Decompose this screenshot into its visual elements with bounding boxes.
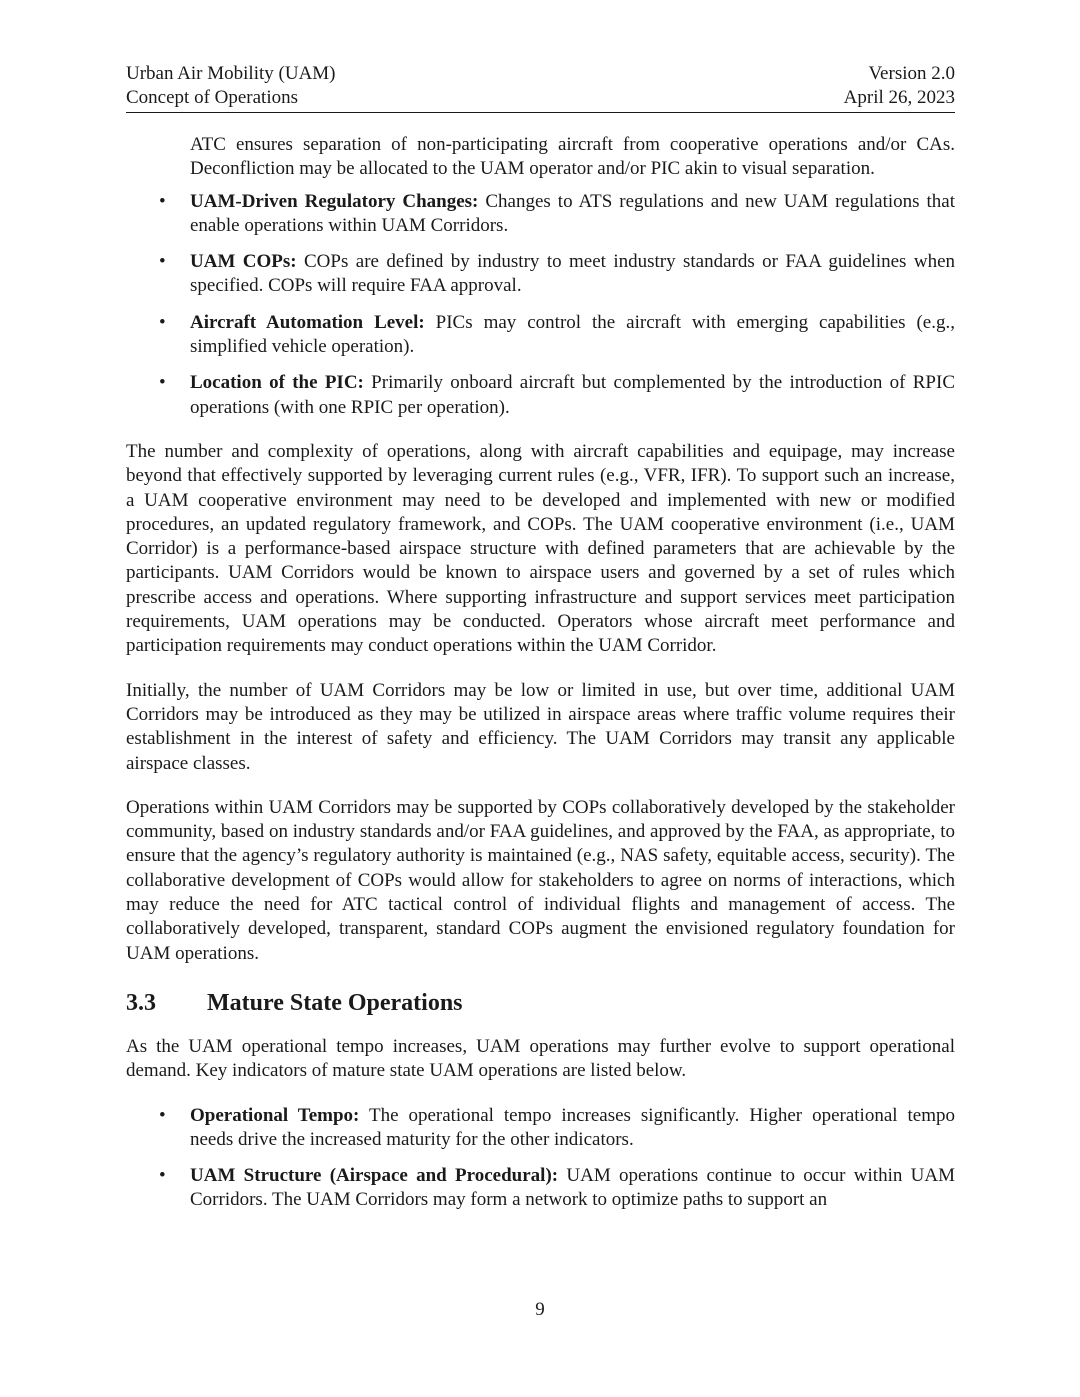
paragraph-cops: Operations within UAM Corridors may be supported by COPs collaboratively developed by the stakeholder community, based on industry standards and/or FAA guidelines, and approved by the FAA, as appropriate, to ensure that the agency’s regulatory authority is maintained (e.g., NAS safety, equitable access, security). The collaborative development of COPs would allow for stakeholders to agree on norms of interactions, which may reduce the need for ATC tactical control of individual flights and management of access. The collaboratively developed, transparent, standard COPs augment the envisioned regulatory foundation for UAM operations. [126, 796, 955, 964]
bullet-term: UAM-Driven Regulatory Changes: [190, 190, 479, 212]
section-heading [126, 988, 955, 1018]
header-document-subtitle: Concept of Operations [126, 87, 299, 108]
bullet-term: Aircraft Automation Level: [190, 311, 425, 333]
bullet-icon: • [159, 190, 166, 212]
list-item [126, 190, 955, 239]
page-body [126, 133, 955, 1225]
bullet-text: COPs are defined by industry to meet industry standards or FAA guidelines when specified. COPs will require FAA approval. [190, 251, 956, 297]
bullet-text: The operational tempo increases significantly. Higher operational tempo needs drive the increased maturity for the other indicators. [190, 1104, 955, 1150]
header-version: Version 2.0 [868, 63, 955, 84]
header-date: April 26, 2023 [843, 87, 955, 108]
bullet-text: PICs may control the aircraft with emerging capabilities (e.g., simplified vehicle operation). [190, 311, 955, 358]
bullet-icon: • [159, 372, 166, 394]
section-intro: As the UAM operational tempo increases, UAM operations may further evolve to support operational demand. Key indicators of mature state UAM operations are listed below. [126, 1035, 955, 1082]
list-item [126, 250, 955, 299]
bullet-term: Location of the PIC: [190, 372, 364, 394]
section-title: Mature State Operations [207, 989, 463, 1016]
section-number: 3.3 [126, 989, 156, 1016]
list-item [126, 371, 955, 420]
continued-bullet-text: ATC ensures separation of non-participating aircraft from cooperative operations and/or CAs. Deconfliction may be allocated to the UAM operator and/or PIC akin to visual separation. [190, 134, 955, 180]
bullet-term: UAM COPs: [190, 251, 297, 273]
bullet-term: Operational Tempo: [190, 1104, 360, 1126]
list-item [126, 311, 955, 360]
paragraph-initial-corridors: Initially, the number of UAM Corridors may be low or limited in use, but over time, additional UAM Corridors may be introduced as they may be utilized in airspace areas where traffic volume requires their establishment in the interest of safety and efficiency. The UAM Corridors may transit any applicable airspace classes. [126, 679, 955, 774]
top-bullet-list [126, 190, 955, 420]
paragraph-cooperative-environment: The number and complexity of operations, along with aircraft capabilities and equipage, may increase beyond that effectively supported by leveraging current rules (e.g., VFR, IFR). To support such an increase, a UAM cooperative environment may need to be developed and implemented with new or modified procedures, an updated regulatory framework, and COPs. The UAM cooperative environment (i.e., UAM Corridor) is a performance-based airspace structure with defined parameters that are achievable by the participants. UAM Corridors would be known to airspace users and governed by a set of rules which prescribe access and operations. Where supporting infrastructure and support services meet participation requirements, UAM operations may be conducted. Operators whose aircraft meet performance and participation requirements may conduct operations within the UAM Corridor. [126, 440, 955, 657]
bullet-text: Primarily onboard aircraft but complemented by the introduction of RPIC operations (with one RPIC per operation). [190, 372, 955, 418]
bottom-bullet-list [126, 1104, 955, 1213]
bullet-text: UAM operations continue to occur within UAM Corridors. The UAM Corridors may form a network to optimize paths to support an [190, 1165, 955, 1211]
page-header [126, 62, 955, 113]
bullet-icon: • [159, 311, 166, 333]
bullet-icon: • [159, 1104, 166, 1126]
header-document-title: Urban Air Mobility (UAM) [126, 63, 336, 84]
bullet-text: Changes to ATS regulations and new UAM regulations that enable operations within UAM Corridors. [190, 190, 956, 236]
bullet-icon: • [159, 251, 166, 273]
list-item [126, 1164, 955, 1213]
list-item [126, 1104, 955, 1153]
bullet-term: UAM Structure (Airspace and Procedural): [190, 1165, 559, 1187]
bullet-icon: • [159, 1165, 166, 1187]
page-number: 9 [535, 1299, 545, 1320]
